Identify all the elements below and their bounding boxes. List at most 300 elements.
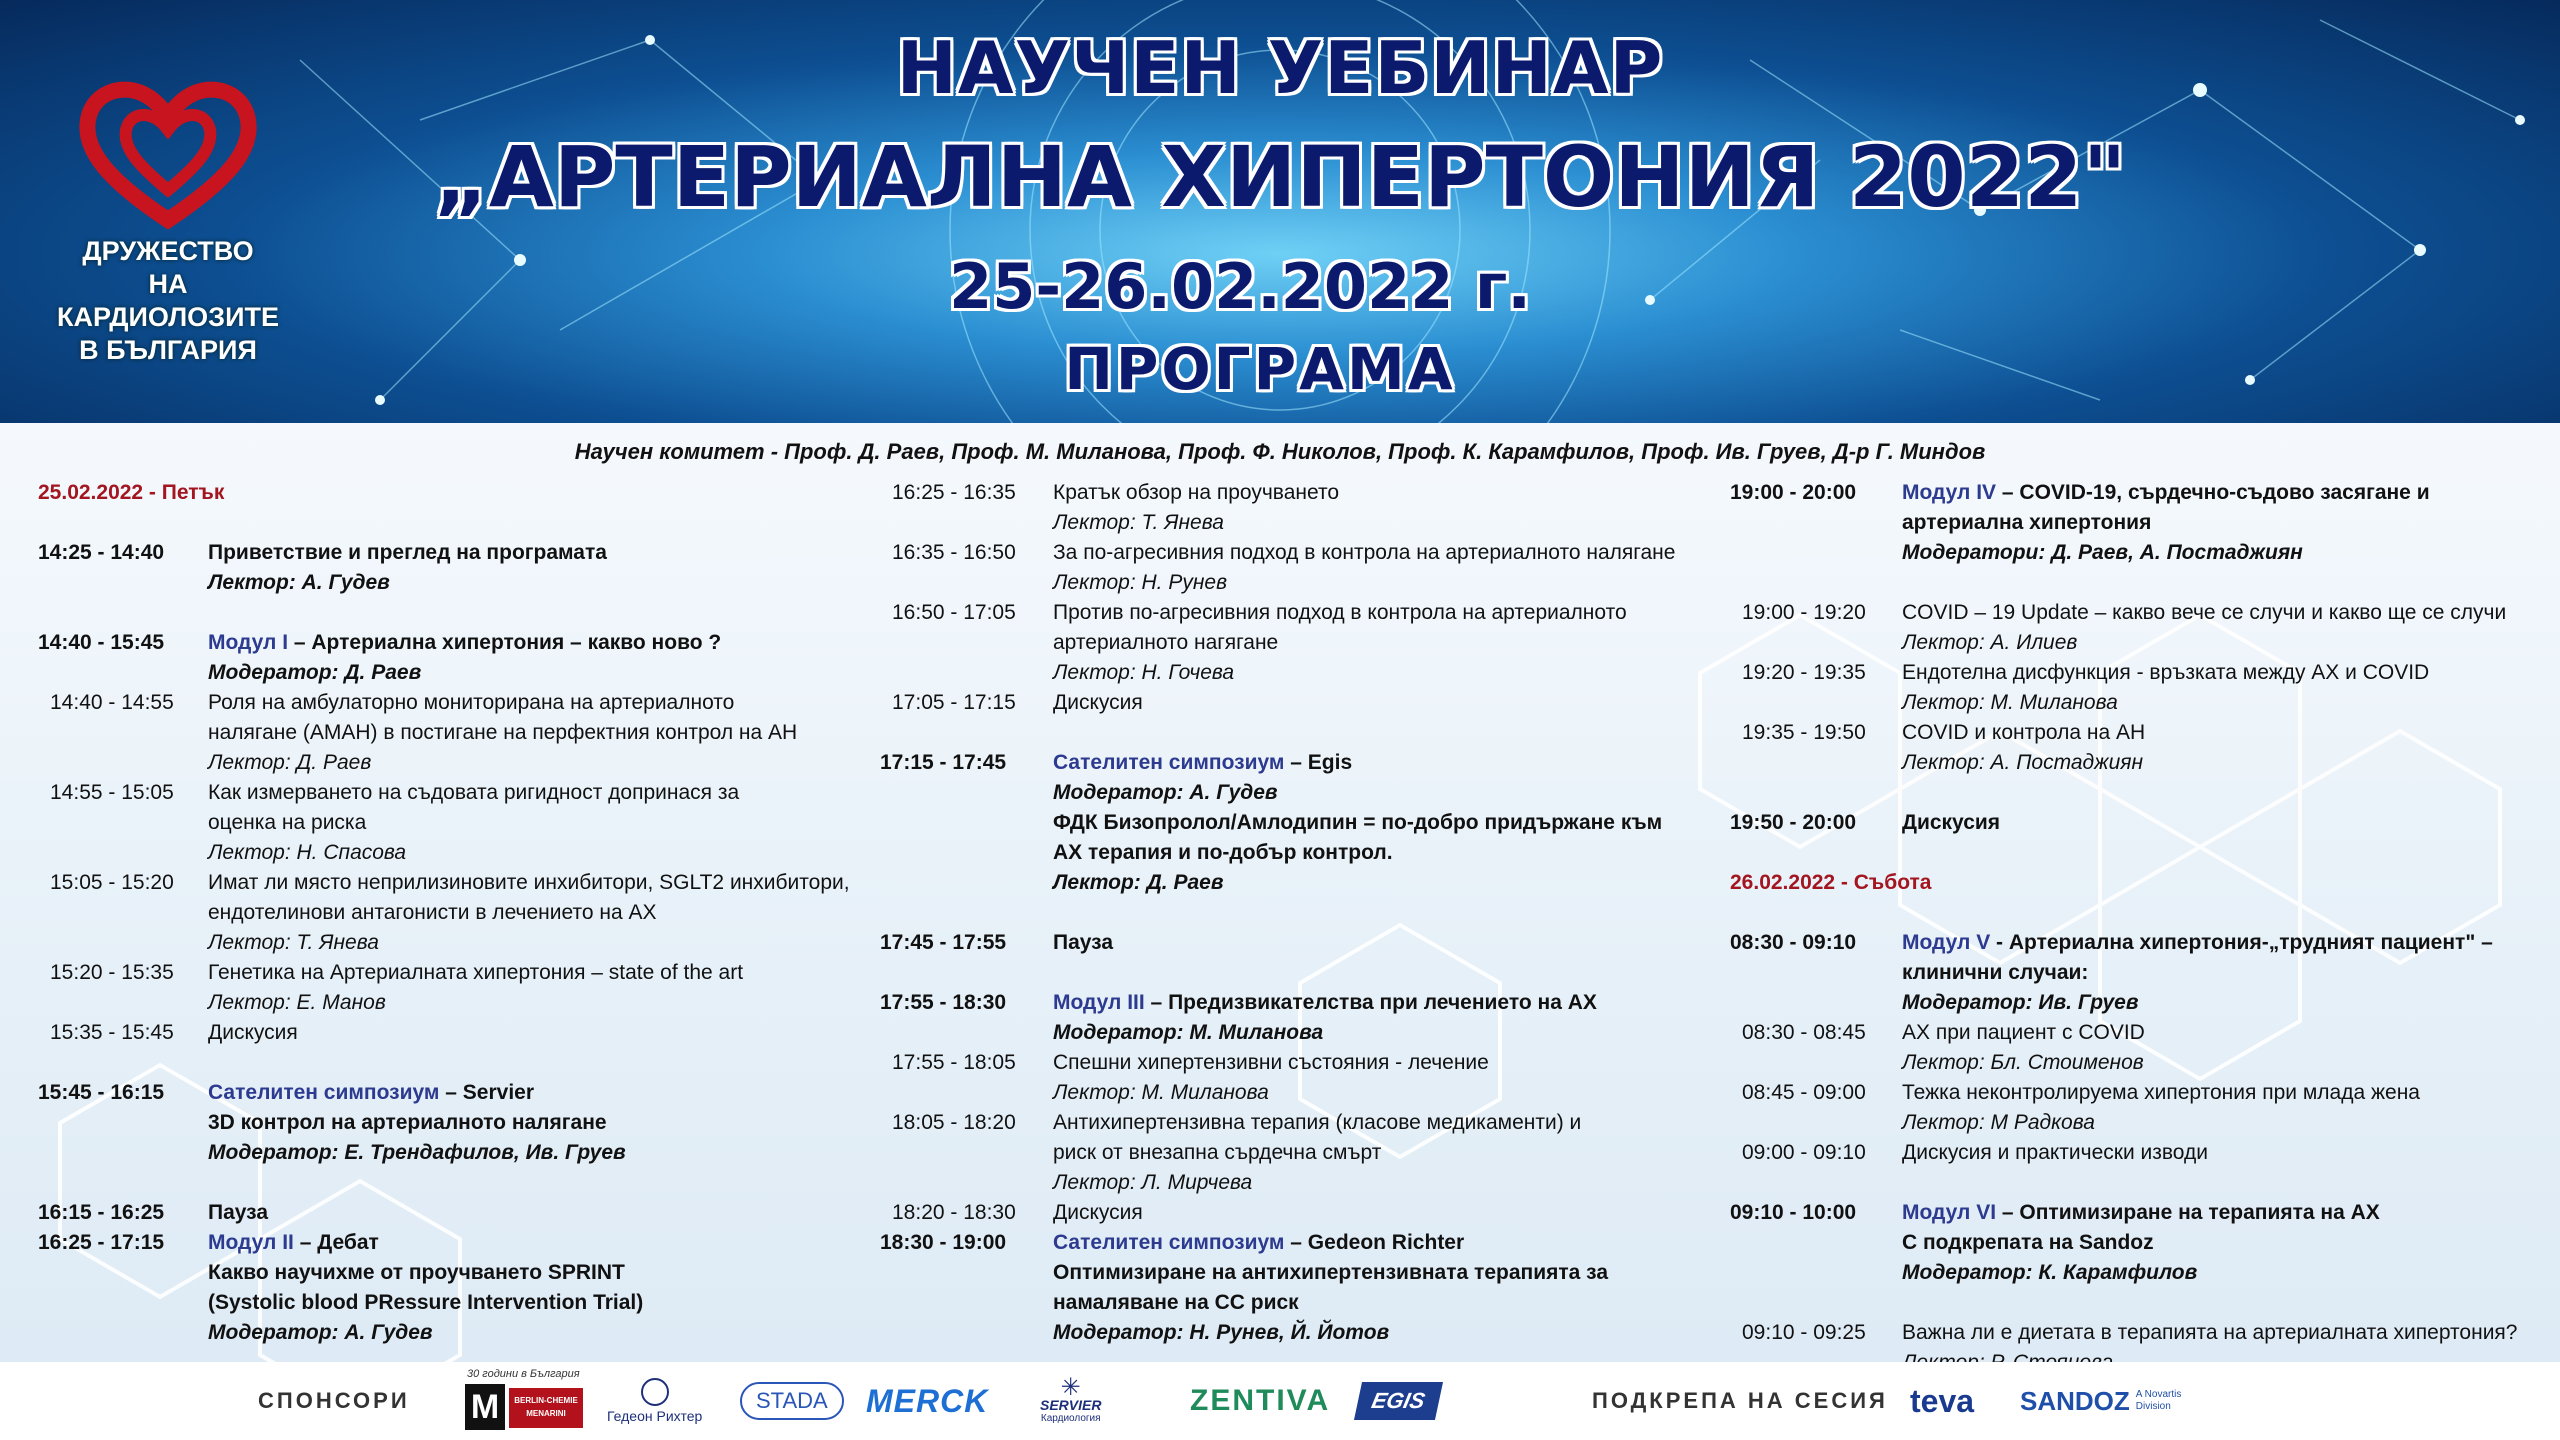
program-row bbox=[38, 1138, 868, 1168]
stada-logo: STADA bbox=[740, 1362, 844, 1440]
session-title: Лектор: Л. Мирчева bbox=[1053, 1171, 1253, 1194]
program-row bbox=[880, 1078, 1730, 1108]
spacer bbox=[880, 958, 1730, 988]
time-slot bbox=[38, 568, 208, 598]
session-title: Модератор: Н. Рунев, Й. Йотов bbox=[1053, 1321, 1390, 1344]
session-text bbox=[1053, 478, 1730, 508]
time-slot: 14:40 - 14:55 bbox=[50, 691, 174, 714]
session-text bbox=[1053, 1288, 1730, 1318]
time-slot: 19:20 - 19:35 bbox=[1742, 661, 1866, 684]
session-label: Модул III bbox=[1053, 991, 1145, 1014]
session-text bbox=[1053, 988, 1730, 1018]
program-row bbox=[38, 1198, 868, 1228]
session-title: Модератор: Е. Трендафилов, Ив. Груев bbox=[208, 1141, 626, 1164]
session-title: (Systolic blood PRessure Intervention Trial) bbox=[208, 1291, 644, 1314]
time-slot bbox=[880, 658, 1053, 688]
program-row bbox=[38, 838, 868, 868]
session-title: – Servier bbox=[439, 1081, 535, 1104]
session-title: артериалното нагягане bbox=[1053, 631, 1279, 654]
session-title: Тежка неконтролируема хипертония при млада жена bbox=[1902, 1081, 2420, 1104]
session-title: Лектор: Т. Янева bbox=[208, 931, 379, 954]
program-row bbox=[880, 1168, 1730, 1198]
time-slot bbox=[1730, 688, 1902, 718]
time-slot: 15:20 - 15:35 bbox=[50, 961, 174, 984]
session-text bbox=[208, 688, 868, 718]
program-row bbox=[880, 568, 1730, 598]
session-title: Лектор: Д. Раев bbox=[1053, 871, 1224, 894]
session-title: Модератор: А. Гудев bbox=[1053, 781, 1278, 804]
session-text bbox=[208, 1228, 868, 1258]
time-slot: 09:00 - 09:10 bbox=[1742, 1141, 1866, 1164]
time-slot: 17:45 - 17:55 bbox=[880, 931, 1007, 954]
time-slot: 08:45 - 09:00 bbox=[1742, 1081, 1866, 1104]
session-text bbox=[1053, 568, 1730, 598]
time-slot bbox=[1730, 1228, 1902, 1258]
session-title: Дискусия bbox=[1053, 691, 1143, 714]
program-row bbox=[880, 988, 1730, 1018]
program-row bbox=[38, 778, 868, 808]
session-text bbox=[208, 1198, 868, 1228]
time-slot bbox=[38, 748, 208, 778]
program-row bbox=[38, 688, 868, 718]
program-row bbox=[880, 1318, 1730, 1348]
spacer bbox=[1730, 778, 2530, 808]
time-slot: 08:30 - 08:45 bbox=[1742, 1021, 1866, 1044]
servier-logo: ✳ SERVIER Кардиология bbox=[1040, 1373, 1102, 1424]
spacer bbox=[880, 718, 1730, 748]
program-row bbox=[38, 928, 868, 958]
spacer bbox=[1730, 1288, 2530, 1318]
session-label: Модул II bbox=[208, 1231, 294, 1254]
time-slot bbox=[880, 1318, 1053, 1348]
time-slot bbox=[38, 988, 208, 1018]
session-title: риск от внезапна сърдечна смърт bbox=[1053, 1141, 1382, 1164]
session-text bbox=[1053, 658, 1730, 688]
spacer bbox=[1730, 838, 2530, 868]
session-text bbox=[1902, 1108, 2530, 1138]
time-slot bbox=[1730, 1048, 1902, 1078]
program-row bbox=[880, 808, 1730, 838]
day-heading: 25.02.2022 - Петък bbox=[38, 481, 225, 504]
session-title: Лектор: Бл. Стоименов bbox=[1902, 1051, 2144, 1074]
program-row bbox=[38, 988, 868, 1018]
program-row bbox=[1730, 958, 2530, 988]
session-text bbox=[1053, 1168, 1730, 1198]
program-row bbox=[1730, 718, 2530, 748]
session-title: Модератор: М. Миланова bbox=[1053, 1021, 1324, 1044]
time-slot: 14:55 - 15:05 bbox=[50, 781, 174, 804]
merck-logo: MERCK bbox=[866, 1382, 989, 1419]
session-text bbox=[1053, 838, 1730, 868]
session-text bbox=[1053, 1078, 1730, 1108]
session-text bbox=[208, 928, 868, 958]
time-slot: 16:25 - 17:15 bbox=[38, 1231, 165, 1254]
session-text bbox=[208, 958, 868, 988]
session-text bbox=[208, 808, 868, 838]
program-row bbox=[880, 1258, 1730, 1288]
program-row bbox=[1730, 808, 2530, 838]
time-slot bbox=[880, 1078, 1053, 1108]
session-title: Лектор: М Радкова bbox=[1902, 1111, 2095, 1134]
program-row bbox=[38, 1108, 868, 1138]
day-heading: 26.02.2022 - Събота bbox=[1730, 871, 1932, 894]
program-row bbox=[1730, 508, 2530, 538]
program-row bbox=[38, 1318, 868, 1348]
webinar-title: „АРТЕРИАЛНА ХИПЕРТОНИЯ 2022" bbox=[433, 128, 2127, 226]
sandoz-logo: SANDOZ A Novartis Division bbox=[2020, 1385, 2182, 1416]
session-title: Антихипертензивна терапия (класове медикаменти) и bbox=[1053, 1111, 1582, 1134]
session-title: налягане (АМАН) в постигане на перфектния контрол на АН bbox=[208, 721, 798, 744]
session-title: Лектор: Н. Гочева bbox=[1053, 661, 1235, 684]
session-title: Лектор: А. Илиев bbox=[1902, 631, 2078, 654]
session-text bbox=[1902, 1018, 2530, 1048]
time-slot: 14:25 - 14:40 bbox=[38, 541, 165, 564]
session-title: Модератор: А. Гудев bbox=[208, 1321, 433, 1344]
session-text bbox=[1902, 718, 2530, 748]
program-row bbox=[38, 538, 868, 568]
session-title: артериална хипертония bbox=[1902, 511, 2152, 534]
program-row bbox=[880, 688, 1730, 718]
program-row bbox=[880, 1288, 1730, 1318]
session-text bbox=[1053, 628, 1730, 658]
session-title: Против по-агресивния подход в контрола на артериалното bbox=[1053, 601, 1627, 624]
program-row bbox=[1730, 478, 2530, 508]
time-slot bbox=[1730, 1108, 1902, 1138]
time-slot: 15:05 - 15:20 bbox=[50, 871, 174, 894]
program-row bbox=[880, 1228, 1730, 1258]
time-slot: 17:55 - 18:30 bbox=[880, 991, 1007, 1014]
session-text bbox=[208, 1138, 868, 1168]
program-row bbox=[880, 478, 1730, 508]
session-text bbox=[1902, 958, 2530, 988]
session-title: Модератор: Ив. Груев bbox=[1902, 991, 2139, 1014]
program-row bbox=[1730, 1198, 2530, 1228]
program-row bbox=[38, 958, 868, 988]
time-slot bbox=[1730, 988, 1902, 1018]
session-title: Роля на амбулаторно мониторирана на артериалното bbox=[208, 691, 735, 714]
program-row bbox=[1730, 598, 2530, 628]
session-text bbox=[208, 718, 868, 748]
program-row bbox=[38, 1228, 868, 1258]
time-slot bbox=[38, 898, 208, 928]
time-slot bbox=[38, 1318, 208, 1348]
session-text bbox=[208, 658, 868, 688]
program-row bbox=[38, 1258, 868, 1288]
session-title: Лектор: Н. Рунев bbox=[1053, 571, 1228, 594]
time-slot bbox=[880, 568, 1053, 598]
program-row bbox=[1730, 988, 2530, 1018]
session-text bbox=[208, 748, 868, 778]
session-title: – Egis bbox=[1284, 751, 1353, 774]
time-slot bbox=[880, 1288, 1053, 1318]
program-row bbox=[880, 868, 1730, 898]
program-row bbox=[38, 1018, 868, 1048]
session-text bbox=[1053, 778, 1730, 808]
time-slot bbox=[1730, 628, 1902, 658]
session-text bbox=[208, 1078, 868, 1108]
session-title: COVID – 19 Update – какво вече се случи и какво ще се случи bbox=[1902, 601, 2507, 624]
session-label: Модул VI bbox=[1902, 1201, 1997, 1224]
time-slot bbox=[880, 808, 1053, 838]
session-text bbox=[1902, 508, 2530, 538]
session-title: Приветствие и преглед на програмата bbox=[208, 541, 607, 564]
scientific-committee: Научен комитет - Проф. Д. Раев, Проф. М. Миланова, Проф. Ф. Николов, Проф. К. Карамфилов, Проф. Ив. Груев, Д-р Г. Миндов bbox=[574, 439, 1986, 464]
time-slot bbox=[880, 1168, 1053, 1198]
egis-logo: EGIS bbox=[1358, 1362, 1439, 1440]
spacer bbox=[38, 508, 868, 538]
program-row bbox=[38, 1078, 868, 1108]
session-title: Дискусия bbox=[1902, 811, 2001, 834]
program-row bbox=[1730, 748, 2530, 778]
session-title: – Gedeon Richter bbox=[1284, 1231, 1465, 1254]
program-row bbox=[38, 568, 868, 598]
time-slot: 18:30 - 19:00 bbox=[880, 1231, 1007, 1254]
program-column-1 bbox=[38, 478, 868, 1348]
program-row bbox=[1730, 538, 2530, 568]
time-slot: 19:00 - 19:20 bbox=[1742, 601, 1866, 624]
time-slot bbox=[880, 508, 1053, 538]
session-title: За по-агресивния подход в контрола на артериалното налягане bbox=[1053, 541, 1676, 564]
session-text bbox=[208, 1018, 868, 1048]
session-text bbox=[1902, 1228, 2530, 1258]
session-text bbox=[1053, 538, 1730, 568]
program-row bbox=[1730, 1228, 2530, 1258]
time-slot bbox=[880, 1138, 1053, 1168]
session-text bbox=[1053, 808, 1730, 838]
time-slot bbox=[880, 838, 1053, 868]
session-text bbox=[208, 1318, 868, 1348]
session-title: – Предизвикателства при лечението на АХ bbox=[1144, 991, 1597, 1014]
spacer bbox=[38, 1168, 868, 1198]
program-row bbox=[1730, 658, 2530, 688]
time-slot: 09:10 - 10:00 bbox=[1730, 1201, 1857, 1224]
program-row bbox=[38, 868, 868, 898]
session-text bbox=[1053, 1228, 1730, 1258]
session-title: Какво научихме от проучването SPRINT bbox=[208, 1261, 625, 1284]
session-title: Имат ли място неприлизиновите инхибитори, SGLT2 инхибитори, bbox=[208, 871, 850, 894]
session-text bbox=[208, 1108, 868, 1138]
time-slot: 17:15 - 17:45 bbox=[880, 751, 1007, 774]
session-text bbox=[1902, 928, 2530, 958]
session-title: Оптимизиране на антихипертензивната терапията за bbox=[1053, 1261, 1608, 1284]
session-label: Модул IV bbox=[1902, 481, 1997, 504]
session-title: Как измерването на съдовата ригидност допринася за bbox=[208, 781, 740, 804]
teva-logo: teva bbox=[1910, 1382, 1975, 1419]
session-text bbox=[208, 628, 868, 658]
program-row bbox=[1730, 1048, 2530, 1078]
program-row bbox=[38, 658, 868, 688]
session-text bbox=[1902, 658, 2530, 688]
spacer bbox=[38, 598, 868, 628]
session-text bbox=[1902, 478, 2530, 508]
session-title: Модератор: К. Карамфилов bbox=[1902, 1261, 2198, 1284]
session-support-label: ПОДКРЕПА НА СЕСИЯ bbox=[1592, 1388, 1888, 1413]
webinar-heading: НАУЧЕН УЕБИНАР bbox=[896, 26, 1664, 110]
sponsors-bar bbox=[0, 1362, 2560, 1440]
time-slot bbox=[38, 718, 208, 748]
program-row bbox=[880, 1048, 1730, 1078]
spacer bbox=[1730, 898, 2530, 928]
session-title: Дискусия bbox=[208, 1021, 298, 1044]
spacer bbox=[1730, 1168, 2530, 1198]
session-text bbox=[1902, 808, 2530, 838]
session-title: Модератор: Д. Раев bbox=[208, 661, 422, 684]
time-slot bbox=[38, 838, 208, 868]
session-title: COVID и контрола на АН bbox=[1902, 721, 2146, 744]
spacer bbox=[38, 1048, 868, 1078]
session-text bbox=[208, 868, 868, 898]
program-row bbox=[880, 1138, 1730, 1168]
program-row bbox=[1730, 1138, 2530, 1168]
session-text bbox=[208, 538, 868, 568]
gedeon-richter-logo: Гедеон Рихтер bbox=[607, 1362, 702, 1440]
time-slot bbox=[1730, 538, 1902, 568]
program-row bbox=[880, 838, 1730, 868]
time-slot bbox=[1730, 958, 1902, 988]
session-text bbox=[1053, 928, 1730, 958]
time-slot: 18:20 - 18:30 bbox=[892, 1201, 1016, 1224]
session-title: Лектор: М. Миланова bbox=[1053, 1081, 1269, 1104]
berlin-chemie-logo: 30 години в България M BERLIN-CHEMIE MENARINI bbox=[465, 1362, 585, 1440]
session-text bbox=[1053, 1318, 1730, 1348]
program-row bbox=[880, 1018, 1730, 1048]
time-slot bbox=[38, 1258, 208, 1288]
session-title: оценка на риска bbox=[208, 811, 367, 834]
session-text bbox=[1902, 1138, 2530, 1168]
session-title: Лектор: Е. Манов bbox=[208, 991, 386, 1014]
time-slot: 19:00 - 20:00 bbox=[1730, 481, 1857, 504]
time-slot bbox=[1730, 1258, 1902, 1288]
session-title: ендотелинови антагонисти в лечението на АХ bbox=[208, 901, 657, 924]
program-row bbox=[38, 748, 868, 778]
session-title: С подкрепата на Sandoz bbox=[1902, 1231, 2154, 1254]
session-text bbox=[1053, 1198, 1730, 1228]
session-title: Лектор: Д. Раев bbox=[208, 751, 372, 774]
session-title: ФДК Бизопролол/Амлодипин = по-добро придържане към bbox=[1053, 811, 1663, 834]
session-title: Модератори: Д. Раев, А. Постаджиян bbox=[1902, 541, 2303, 564]
program-row bbox=[1730, 1018, 2530, 1048]
session-text bbox=[208, 568, 868, 598]
session-label: Модул V bbox=[1902, 931, 1991, 954]
session-text bbox=[1902, 688, 2530, 718]
session-text bbox=[208, 898, 868, 928]
session-title: – COVID-19, сърдечно-съдово засягане и bbox=[1996, 481, 2430, 504]
session-title: Генетика на Артериалната хипертония – state of the art bbox=[208, 961, 744, 984]
time-slot: 18:05 - 18:20 bbox=[892, 1111, 1016, 1134]
session-title: - Артериална хипертония-„трудният пациент" – bbox=[1990, 931, 2493, 954]
time-slot: 15:45 - 16:15 bbox=[38, 1081, 165, 1104]
session-title: Спешни хипертензивни състояния - лечение bbox=[1053, 1051, 1489, 1074]
session-text bbox=[208, 1258, 868, 1288]
session-title: Кратък обзор на проучването bbox=[1053, 481, 1340, 504]
time-slot: 17:05 - 17:15 bbox=[892, 691, 1016, 714]
session-title: Ендотелна дисфункция - връзката между АХ и COVID bbox=[1902, 661, 2430, 684]
session-title: Пауза bbox=[208, 1201, 269, 1224]
session-text bbox=[1053, 1048, 1730, 1078]
program-row bbox=[1730, 628, 2530, 658]
society-name: ДРУЖЕСТВО НА КАРДИОЛОЗИТЕ В БЪЛГАРИЯ bbox=[56, 236, 280, 365]
session-label: Сателитен симпозиум bbox=[1053, 751, 1285, 774]
time-slot bbox=[880, 868, 1053, 898]
header-banner bbox=[0, 0, 2560, 423]
spacer bbox=[1730, 568, 2530, 598]
program-row bbox=[880, 748, 1730, 778]
session-text bbox=[1053, 1258, 1730, 1288]
session-text bbox=[1902, 1078, 2530, 1108]
time-slot bbox=[1730, 748, 1902, 778]
time-slot: 08:30 - 09:10 bbox=[1730, 931, 1857, 954]
session-title: клинични случаи: bbox=[1902, 961, 2089, 984]
session-text bbox=[1902, 1258, 2530, 1288]
program-row bbox=[880, 628, 1730, 658]
session-title: – Оптимизиране на терапията на АХ bbox=[1996, 1201, 2380, 1224]
session-title: АХ терапия и по-добър контрол. bbox=[1053, 841, 1393, 864]
session-text bbox=[1053, 598, 1730, 628]
session-label: Сателитен симпозиум bbox=[1053, 1231, 1285, 1254]
session-text bbox=[208, 838, 868, 868]
session-text bbox=[1902, 1318, 2530, 1348]
session-text bbox=[1902, 538, 2530, 568]
session-title: АХ при пациент с COVID bbox=[1902, 1021, 2145, 1044]
program-row bbox=[1730, 928, 2530, 958]
spacer bbox=[880, 898, 1730, 928]
session-title: Лектор: Т. Янева bbox=[1053, 511, 1224, 534]
session-text bbox=[208, 988, 868, 1018]
session-label: Модул I bbox=[208, 631, 289, 654]
session-text bbox=[1902, 988, 2530, 1018]
time-slot: 15:35 - 15:45 bbox=[50, 1021, 174, 1044]
webinar-dates: 25-26.02.2022 г. bbox=[949, 250, 1531, 323]
time-slot bbox=[880, 778, 1053, 808]
session-text bbox=[208, 778, 868, 808]
program-row bbox=[38, 1288, 868, 1318]
time-slot bbox=[1730, 508, 1902, 538]
program-row bbox=[880, 1198, 1730, 1228]
program-column-2 bbox=[880, 478, 1730, 1348]
time-slot: 09:10 - 09:25 bbox=[1742, 1321, 1866, 1344]
session-title: Лектор: А. Гудев bbox=[208, 571, 390, 594]
session-text bbox=[1902, 1198, 2530, 1228]
session-title: Важна ли е диетата в терапията на артериалната хипертония? bbox=[1902, 1321, 2518, 1344]
program-row bbox=[1730, 688, 2530, 718]
session-title: Лектор: М. Миланова bbox=[1902, 691, 2118, 714]
program-area bbox=[0, 423, 2560, 1440]
time-slot bbox=[38, 658, 208, 688]
session-title: Лектор: Н. Спасова bbox=[208, 841, 407, 864]
session-title: Пауза bbox=[1053, 931, 1114, 954]
program-row bbox=[38, 898, 868, 928]
session-text bbox=[1053, 1018, 1730, 1048]
session-title: – Артериална хипертония – какво ново ? bbox=[288, 631, 722, 654]
program-row bbox=[880, 1108, 1730, 1138]
program-row bbox=[880, 928, 1730, 958]
time-slot bbox=[38, 1138, 208, 1168]
program-row bbox=[1730, 1258, 2530, 1288]
program-row bbox=[38, 628, 868, 658]
session-text bbox=[1902, 748, 2530, 778]
time-slot: 16:35 - 16:50 bbox=[892, 541, 1016, 564]
time-slot: 16:15 - 16:25 bbox=[38, 1201, 165, 1224]
program-row bbox=[880, 598, 1730, 628]
time-slot bbox=[38, 1288, 208, 1318]
session-text bbox=[1902, 1048, 2530, 1078]
session-label: Сателитен симпозиум bbox=[208, 1081, 440, 1104]
time-slot bbox=[880, 1018, 1053, 1048]
time-slot bbox=[38, 808, 208, 838]
session-text bbox=[208, 1288, 868, 1318]
session-title: Дискусия bbox=[1053, 1201, 1143, 1224]
time-slot bbox=[880, 1258, 1053, 1288]
